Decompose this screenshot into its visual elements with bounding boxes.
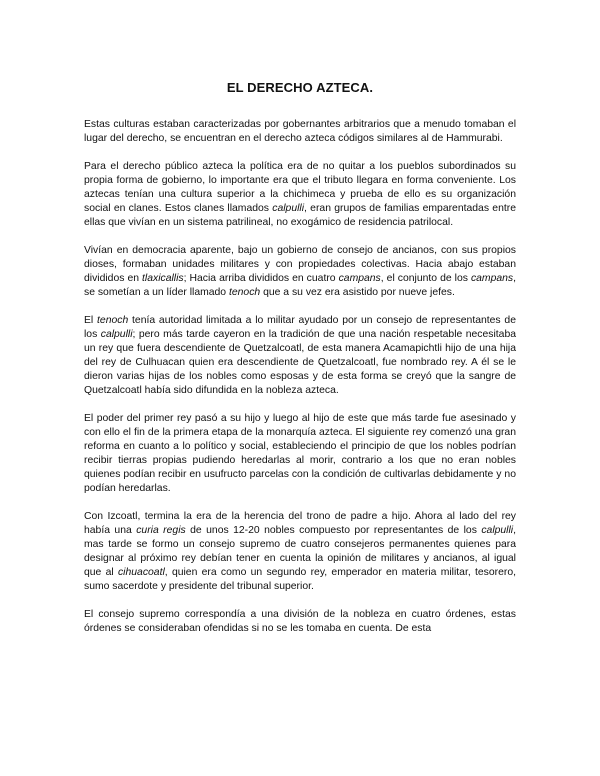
text-run: , quien era como un segundo rey, emperador en materia militar, tesorero, sumo sacerdote y presidente del tribunal superior. — [84, 567, 516, 592]
document-body — [84, 118, 516, 636]
text-run: Vivían en democracia aparente, bajo un gobierno de consejo de ancianos, con sus propios dioses, formaban unidades militares y con propiedades colectivas. Hacia abajo estaban divididos en — [84, 245, 516, 284]
text-run: , mas tarde se formo un consejo supremo de cuatro consejeros permanentes quienes para designar al próximo rey debían tener en cuenta la opinión de militares y ancianos, al igual que al — [84, 525, 516, 578]
italic-term: curia regis — [136, 525, 186, 536]
text-run: que a su vez era asistido por nueve jefes. — [260, 287, 455, 298]
text-run: tenía autoridad limitada a lo militar ayudado por un consejo de representantes de los — [84, 315, 516, 340]
paragraph — [84, 314, 516, 398]
text-run: de unos 12-20 nobles compuesto por representantes de los — [185, 525, 482, 536]
paragraph — [84, 510, 516, 594]
paragraph — [84, 160, 516, 230]
italic-term: tenoch — [97, 315, 129, 326]
italic-term: calpulli — [272, 203, 305, 214]
text-run: ; pero más tarde cayeron en la tradición de que una nación respetable necesitaba un rey que fuera descendiente de Quetzalcoatl, de esta manera Acamapichtli hijo de una hija del rey de Culhuacan quien era descendiente de Quetzalcoatl, fue nombrado rey. A él se le dieron varias hijas de los nobles como esposas y de esta forma se creyó que la sangre de Quetzalcoatl había sido difundida en la nobleza azteca. — [84, 329, 517, 396]
italic-term: cihuacoatl — [117, 567, 165, 578]
italic-term: calpulli — [481, 525, 514, 536]
text-run: Para el derecho público azteca la política era de no quitar a los pueblos subordinados su propia forma de gobierno, lo importante era que el tributo llegara en forma conveniente. Los aztecas tenían una cultura superior a la chichimeca y prueba de ello es su organización social en clanes. Estos clanes llamados — [84, 161, 516, 214]
document-title: EL DERECHO AZTECA. — [226, 80, 374, 95]
italic-term: tenoch — [228, 287, 261, 298]
text-run: El consejo supremo correspondía a una división de la nobleza en cuatro órdenes, estas órdenes se consideraban ofendidas si no se les tomaba en cuenta. De esta — [84, 609, 516, 634]
text-run: El — [84, 315, 98, 326]
italic-term: calpulli — [100, 329, 133, 340]
paragraph — [84, 608, 516, 636]
text-run: , eran grupos de familias emparentadas entre ellas que vivían en un sistema patrilineal, no exogámico de residencia patrilocal. — [84, 203, 516, 228]
italic-term: campans — [470, 273, 514, 284]
text-run: Estas culturas estaban caracterizadas por gobernantes arbitrarios que a menudo tomaban el lugar del derecho, se encuentran en el derecho azteca códigos similares al de Hammurabi. — [84, 119, 516, 144]
text-run: El poder del primer rey pasó a su hijo y luego al hijo de este que más tarde fue asesinado y con ello el fin de la primera etapa de la monarquía azteca. El siguiente rey comenzó una gran reforma en cuanto a lo político y social, estableciendo el principio de que los nobles podrían recibir tierras propias pudiendo heredarlas al morir, contrario a los que no eran nobles quienes podían recibir en usufructo parcelas con la condición de cultivarlas debidamente y no podían heredarlas. — [84, 413, 516, 494]
paragraph — [84, 118, 516, 146]
italic-term: campans — [338, 273, 381, 284]
text-run: , se sometían a un líder llamado — [84, 273, 516, 298]
italic-term: tlaxicallis — [142, 273, 184, 284]
text-run: Con Izcoatl, termina la era de la herencia del trono de padre a hijo. Ahora al lado del rey había una — [84, 511, 516, 536]
text-run: ; Hacia arriba divididos en cuatro — [183, 273, 339, 284]
paragraph — [84, 244, 516, 300]
text-run: , el conjunto de los — [380, 273, 471, 284]
paragraph — [84, 412, 516, 496]
